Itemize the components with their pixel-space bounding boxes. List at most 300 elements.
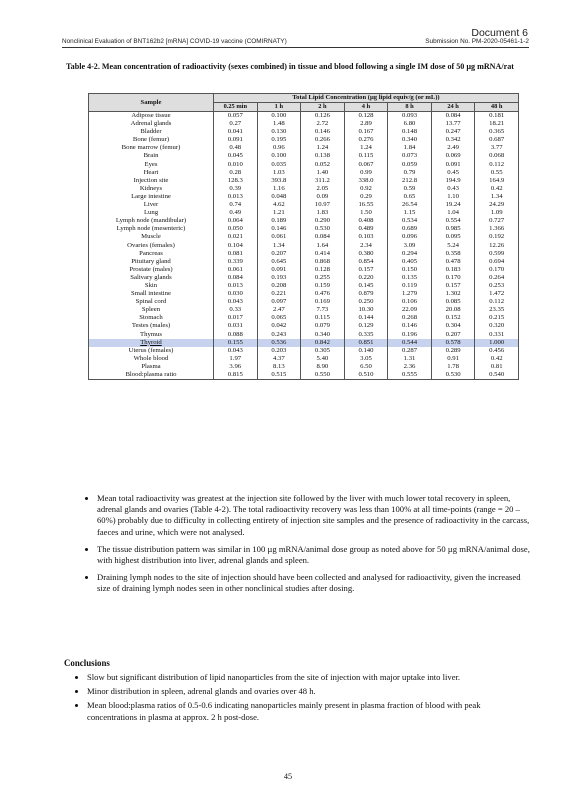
concentration-value: 0.042 — [257, 322, 301, 330]
tissue-name: Blood:plasma ratio — [89, 371, 214, 380]
concentration-value: 0.104 — [214, 242, 258, 250]
concentration-value: 0.694 — [475, 258, 519, 266]
concentration-value: 0.250 — [344, 298, 388, 306]
concentration-value: 0.335 — [344, 331, 388, 339]
concentration-value: 19.24 — [431, 201, 475, 209]
table-row — [89, 177, 519, 185]
tissue-name: Large intestine — [89, 193, 214, 201]
concentration-value: 0.555 — [388, 371, 432, 380]
concentration-value: 0.380 — [344, 250, 388, 258]
radioactivity-table-container — [88, 93, 519, 380]
concentration-value: 0.150 — [388, 266, 432, 274]
table-row — [89, 185, 519, 193]
concentration-value: 0.159 — [301, 282, 345, 290]
finding-item: • The tissue distribution pattern was similar in 100 µg mRNA/animal dose group as noted above for 50 µg mRNA/animal dose, with highest distribution into liver, adrenal glands and spleen. — [97, 544, 532, 566]
concentration-value: 0.084 — [214, 274, 258, 282]
concentration-value: 0.79 — [388, 169, 432, 177]
concentration-value: 1.04 — [431, 209, 475, 217]
concentration-value: 0.342 — [431, 136, 475, 144]
concentration-value: 0.253 — [475, 282, 519, 290]
concentration-value: 0.100 — [257, 152, 301, 160]
concentration-value: 0.645 — [257, 258, 301, 266]
concentration-value: 0.192 — [475, 233, 519, 241]
concentration-value: 1.34 — [475, 193, 519, 201]
concentration-value: 0.28 — [214, 169, 258, 177]
tissue-name: Whole blood — [89, 355, 214, 363]
tissue-name: Brain — [89, 152, 214, 160]
concentration-value: 6.80 — [388, 120, 432, 128]
concentration-value: 0.030 — [214, 290, 258, 298]
table-row — [89, 120, 519, 128]
concentration-value: 0.155 — [214, 339, 258, 347]
concentration-value: 0.42 — [475, 185, 519, 193]
concentration-value: 0.510 — [344, 371, 388, 380]
timepoint-header: 4 h — [344, 103, 388, 112]
tissue-name: Adipose tissue — [89, 112, 214, 121]
concentration-value: 0.050 — [214, 225, 258, 233]
concentration-value: 0.095 — [431, 233, 475, 241]
concentration-value: 0.207 — [257, 250, 301, 258]
concentration-value: 7.73 — [301, 306, 345, 314]
tissue-name: Injection site — [89, 177, 214, 185]
concentration-value: 0.067 — [344, 161, 388, 169]
concentration-value: 0.687 — [475, 136, 519, 144]
concentration-value: 0.196 — [388, 331, 432, 339]
concentration-value: 2.47 — [257, 306, 301, 314]
concentration-value: 0.203 — [257, 347, 301, 355]
concentration-value: 0.145 — [344, 282, 388, 290]
concentration-value: 0.061 — [257, 233, 301, 241]
finding-item: • Draining lymph nodes to the site of injection should have been collected and analysed for radioactivity, given the increased size of draining lymph nodes seen in other nonclinical studies after dosing. — [97, 572, 532, 594]
concentration-value: 393.8 — [257, 177, 301, 185]
timepoint-header: 24 h — [431, 103, 475, 112]
concentration-value: 0.96 — [257, 144, 301, 152]
concentration-value: 0.340 — [388, 136, 432, 144]
concentration-value: 0.031 — [214, 322, 258, 330]
table-row — [89, 339, 519, 347]
concentration-value: 0.081 — [214, 250, 258, 258]
concentration-value: 1.000 — [475, 339, 519, 347]
concentration-value: 0.49 — [214, 209, 258, 217]
concentration-value: 1.21 — [257, 209, 301, 217]
concentration-value: 0.365 — [475, 128, 519, 136]
concentration-value: 0.135 — [388, 274, 432, 282]
concentration-value: 0.515 — [257, 371, 301, 380]
concentration-value: 0.405 — [388, 258, 432, 266]
concentration-value: 0.170 — [475, 266, 519, 274]
concentration-value: 0.112 — [475, 161, 519, 169]
timepoint-header: 8 h — [388, 103, 432, 112]
concentration-value: 0.264 — [475, 274, 519, 282]
table-row — [89, 258, 519, 266]
concentration-value: 0.29 — [344, 193, 388, 201]
concentration-value: 0.103 — [344, 233, 388, 241]
concentration-value: 0.195 — [257, 136, 301, 144]
concentration-value: 0.170 — [431, 274, 475, 282]
tissue-name: Testes (males) — [89, 322, 214, 330]
concentration-value: 16.55 — [344, 201, 388, 209]
concentration-value: 0.55 — [475, 169, 519, 177]
concentration-value: 2.89 — [344, 120, 388, 128]
timepoint-header: 2 h — [301, 103, 345, 112]
concentration-value: 5.24 — [431, 242, 475, 250]
concentration-value: 0.868 — [301, 258, 345, 266]
concentration-value: 0.727 — [475, 217, 519, 225]
table-row — [89, 266, 519, 274]
document-label: Document 6 — [471, 27, 528, 39]
tissue-name: Liver — [89, 201, 214, 209]
concentration-value: 0.129 — [344, 322, 388, 330]
concentration-value: 0.99 — [344, 169, 388, 177]
header-title: Nonclinical Evaluation of BNT162b2 [mRNA] COVID-19 vaccine (COMIRNATY) — [62, 38, 287, 45]
concentration-value: 0.456 — [475, 347, 519, 355]
concentration-value: 0.084 — [431, 112, 475, 121]
table-row — [89, 242, 519, 250]
concentration-value: 10.30 — [344, 306, 388, 314]
concentration-value: 2.36 — [388, 363, 432, 371]
table-row — [89, 128, 519, 136]
concentration-value: 0.358 — [431, 250, 475, 258]
conclusions-heading: Conclusions — [64, 658, 110, 668]
tissue-name: Thymus — [89, 331, 214, 339]
concentration-value: 0.851 — [344, 339, 388, 347]
concentration-value: 0.069 — [431, 152, 475, 160]
concentration-value: 0.128 — [344, 112, 388, 121]
concentration-value: 0.534 — [388, 217, 432, 225]
concentration-value: 0.112 — [475, 298, 519, 306]
concentration-value: 0.27 — [214, 120, 258, 128]
table-row — [89, 306, 519, 314]
tissue-name: Pituitary gland — [89, 258, 214, 266]
concentration-value: 311.2 — [301, 177, 345, 185]
table-row — [89, 201, 519, 209]
table-row — [89, 274, 519, 282]
concentration-value: 0.043 — [214, 347, 258, 355]
concentration-value: 3.09 — [388, 242, 432, 250]
concentration-value: 0.157 — [344, 266, 388, 274]
concentration-value: 0.052 — [301, 161, 345, 169]
conclusion-item: • Slow but significant distribution of lipid nanoparticles from the site of injection with major uptake into liver. — [87, 672, 532, 683]
concentration-value: 0.243 — [257, 331, 301, 339]
concentration-value: 0.414 — [301, 250, 345, 258]
conclusions-list — [70, 672, 532, 723]
concentration-value: 0.478 — [431, 258, 475, 266]
concentration-value: 13.77 — [431, 120, 475, 128]
concentration-value: 0.093 — [388, 112, 432, 121]
concentration-value: 0.128 — [301, 266, 345, 274]
concentration-value: 0.33 — [214, 306, 258, 314]
concentration-value: 0.059 — [388, 161, 432, 169]
concentration-value: 1.48 — [257, 120, 301, 128]
concentration-value: 0.255 — [301, 274, 345, 282]
concentration-value: 6.50 — [344, 363, 388, 371]
concentration-value: 0.189 — [257, 217, 301, 225]
findings-list — [80, 493, 532, 595]
tissue-name: Spleen — [89, 306, 214, 314]
concentration-value: 1.24 — [301, 144, 345, 152]
concentration-value: 1.15 — [388, 209, 432, 217]
concentration-value: 12.26 — [475, 242, 519, 250]
table-row — [89, 250, 519, 258]
concentration-value: 0.057 — [214, 112, 258, 121]
concentration-value: 0.65 — [388, 193, 432, 201]
concentration-value: 3.05 — [344, 355, 388, 363]
conclusions-bullets — [70, 672, 532, 726]
table-row — [89, 217, 519, 225]
concentration-value: 0.065 — [257, 314, 301, 322]
concentration-value: 0.115 — [301, 314, 345, 322]
concentration-value: 8.90 — [301, 363, 345, 371]
table-caption: Table 4-2. Mean concentration of radioactivity (sexes combined) in tissue and blood following a single IM dose of 50 µg mRNA/rat — [66, 62, 514, 71]
tissue-name: Bone (femur) — [89, 136, 214, 144]
timepoint-header: 0.25 min — [214, 103, 258, 112]
concentration-value: 0.530 — [431, 371, 475, 380]
concentration-value: 0.181 — [475, 112, 519, 121]
concentration-value: 0.207 — [431, 331, 475, 339]
concentration-value: 0.287 — [388, 347, 432, 355]
header-submission: Submission No. PM-2020-05461-1-2 — [425, 38, 529, 45]
tissue-name: Plasma — [89, 363, 214, 371]
concentration-value: 0.247 — [431, 128, 475, 136]
findings-bullets — [80, 493, 532, 601]
timepoint-header: 1 h — [257, 103, 301, 112]
concentration-value: 0.689 — [388, 225, 432, 233]
concentration-value: 0.305 — [301, 347, 345, 355]
conclusion-item: • Minor distribution in spleen, adrenal glands and ovaries over 48 h. — [87, 686, 532, 697]
concentration-value: 1.279 — [388, 290, 432, 298]
table-row — [89, 193, 519, 201]
concentration-value: 8.13 — [257, 363, 301, 371]
table-row — [89, 136, 519, 144]
table-row — [89, 233, 519, 241]
concentration-value: 1.78 — [431, 363, 475, 371]
tissue-name: Stomach — [89, 314, 214, 322]
concentration-value: 0.115 — [344, 152, 388, 160]
concentration-value: 0.550 — [301, 371, 345, 380]
tissue-name: Prostate (males) — [89, 266, 214, 274]
concentration-value: 0.146 — [301, 128, 345, 136]
tissue-name: Ovaries (females) — [89, 242, 214, 250]
concentration-value: 0.331 — [475, 331, 519, 339]
concentration-value: 0.041 — [214, 128, 258, 136]
concentration-value: 1.40 — [301, 169, 345, 177]
tissue-name: Eyes — [89, 161, 214, 169]
concentration-value: 0.130 — [257, 128, 301, 136]
concentration-value: 0.144 — [344, 314, 388, 322]
concentration-value: 0.220 — [344, 274, 388, 282]
concentration-value: 0.536 — [257, 339, 301, 347]
concentration-value: 0.289 — [431, 347, 475, 355]
concentration-value: 0.126 — [301, 112, 345, 121]
concentration-value: 1.03 — [257, 169, 301, 177]
concentration-value: 10.97 — [301, 201, 345, 209]
concentration-value: 0.045 — [214, 152, 258, 160]
concentration-value: 0.599 — [475, 250, 519, 258]
concentration-value: 0.294 — [388, 250, 432, 258]
concentration-value: 3.96 — [214, 363, 258, 371]
concentration-value: 0.061 — [214, 266, 258, 274]
concentration-value: 0.74 — [214, 201, 258, 209]
table-row — [89, 298, 519, 306]
concentration-value: 0.091 — [431, 161, 475, 169]
tissue-name: Muscle — [89, 233, 214, 241]
table-row — [89, 355, 519, 363]
table-row — [89, 363, 519, 371]
concentration-value: 4.62 — [257, 201, 301, 209]
concentration-value: 5.40 — [301, 355, 345, 363]
concentration-value: 0.119 — [388, 282, 432, 290]
table-row — [89, 331, 519, 339]
concentration-value: 0.48 — [214, 144, 258, 152]
tissue-name: Thyroid — [89, 339, 214, 347]
sample-header: Sample — [89, 94, 214, 112]
concentration-value: 1.366 — [475, 225, 519, 233]
concentration-value: 0.013 — [214, 193, 258, 201]
concentration-value: 0.096 — [388, 233, 432, 241]
tissue-name: Kidneys — [89, 185, 214, 193]
concentration-value: 1.16 — [257, 185, 301, 193]
concentration-value: 1.472 — [475, 290, 519, 298]
concentration-value: 2.05 — [301, 185, 345, 193]
table-row — [89, 209, 519, 217]
concentration-value: 0.146 — [257, 225, 301, 233]
finding-item: • Mean total radioactivity was greatest at the injection site followed by the liver with much lower total recovery in spleen, adrenal glands and ovaries (Table 4-2). The total radioactivity recovery was less than 100% at all time-points (range = 20 – 60%) probably due to difficulty in collecting entirety of injection site samples and the presence of radioactivity in the carcass, faeces and urine, which were not analysed. — [97, 493, 532, 538]
concentration-value: 0.45 — [431, 169, 475, 177]
table-row — [89, 290, 519, 298]
concentration-value: 0.043 — [214, 298, 258, 306]
tissue-name: Lung — [89, 209, 214, 217]
concentration-value: 0.079 — [301, 322, 345, 330]
concentration-value: 0.304 — [431, 322, 475, 330]
concentration-value: 0.048 — [257, 193, 301, 201]
concentration-value: 1.31 — [388, 355, 432, 363]
concentration-value: 0.091 — [257, 266, 301, 274]
concentration-value: 0.540 — [475, 371, 519, 380]
concentration-value: 0.408 — [344, 217, 388, 225]
concentration-value: 22.09 — [388, 306, 432, 314]
tissue-name: Spinal cord — [89, 298, 214, 306]
tissue-name: Pancreas — [89, 250, 214, 258]
table-row — [89, 112, 519, 121]
concentration-value: 26.54 — [388, 201, 432, 209]
concentration-value: 0.854 — [344, 258, 388, 266]
concentration-value: 1.10 — [431, 193, 475, 201]
concentration-value: 0.266 — [301, 136, 345, 144]
concentration-value: 18.21 — [475, 120, 519, 128]
concentration-value: 128.3 — [214, 177, 258, 185]
concentration-value: 2.72 — [301, 120, 345, 128]
concentration-value: 0.064 — [214, 217, 258, 225]
concentration-value: 0.140 — [344, 347, 388, 355]
tissue-name: Salivary glands — [89, 274, 214, 282]
tissue-name: Uterus (females) — [89, 347, 214, 355]
table-body — [89, 112, 519, 380]
concentration-value: 0.578 — [431, 339, 475, 347]
concentration-value: 0.489 — [344, 225, 388, 233]
concentration-value: 1.64 — [301, 242, 345, 250]
concentration-value: 0.544 — [388, 339, 432, 347]
concentration-value: 0.013 — [214, 282, 258, 290]
table-row — [89, 161, 519, 169]
concentration-value: 0.879 — [344, 290, 388, 298]
tissue-name: Heart — [89, 169, 214, 177]
concentration-value: 1.84 — [388, 144, 432, 152]
concentration-value: 0.021 — [214, 233, 258, 241]
concentration-value: 2.34 — [344, 242, 388, 250]
table-row — [89, 152, 519, 160]
table-row — [89, 225, 519, 233]
concentration-value: 1.50 — [344, 209, 388, 217]
concentration-value: 0.221 — [257, 290, 301, 298]
concentration-value: 212.8 — [388, 177, 432, 185]
concentration-value: 0.010 — [214, 161, 258, 169]
concentration-value: 0.073 — [388, 152, 432, 160]
conclusion-item: • Mean blood:plasma ratios of 0.5-0.6 indicating nanoparticles mainly present in plasma fraction of blood with peak concentrations in plasma at approx. 2 h post-dose. — [87, 700, 532, 722]
table-row — [89, 322, 519, 330]
concentration-value: 0.088 — [214, 331, 258, 339]
tissue-name: Bladder — [89, 128, 214, 136]
concentration-value: 0.815 — [214, 371, 258, 380]
table-row — [89, 144, 519, 152]
concentration-value: 0.09 — [301, 193, 345, 201]
concentration-value: 0.320 — [475, 322, 519, 330]
tissue-name: Small intestine — [89, 290, 214, 298]
concentration-value: 0.215 — [475, 314, 519, 322]
concentration-value: 0.084 — [301, 233, 345, 241]
concentration-value: 1.24 — [344, 144, 388, 152]
concentration-value: 0.100 — [257, 112, 301, 121]
timepoint-header: 48 h — [475, 103, 519, 112]
concentration-value: 3.77 — [475, 144, 519, 152]
concentration-value: 1.97 — [214, 355, 258, 363]
table-row — [89, 314, 519, 322]
concentration-value: 0.476 — [301, 290, 345, 298]
concentration-value: 20.08 — [431, 306, 475, 314]
concentration-value: 24.29 — [475, 201, 519, 209]
concentration-value: 1.09 — [475, 209, 519, 217]
concentration-value: 164.9 — [475, 177, 519, 185]
concentration-value: 0.208 — [257, 282, 301, 290]
concentration-value: 1.302 — [431, 290, 475, 298]
concentration-value: 0.842 — [301, 339, 345, 347]
tissue-name: Bone marrow (femur) — [89, 144, 214, 152]
concentration-value: 0.985 — [431, 225, 475, 233]
tissue-name: Lymph node (mesenteric) — [89, 225, 214, 233]
concentration-value: 1.34 — [257, 242, 301, 250]
concentration-value: 0.43 — [431, 185, 475, 193]
concentration-value: 0.530 — [301, 225, 345, 233]
table-row — [89, 169, 519, 177]
table-row — [89, 371, 519, 380]
concentration-value: 0.91 — [431, 355, 475, 363]
concentration-value: 1.83 — [301, 209, 345, 217]
concentration-value: 0.157 — [431, 282, 475, 290]
tissue-name: Adrenal glands — [89, 120, 214, 128]
concentration-value: 0.339 — [214, 258, 258, 266]
concentration-value: 0.097 — [257, 298, 301, 306]
concentration-value: 0.068 — [475, 152, 519, 160]
concentration-value: 0.193 — [257, 274, 301, 282]
radioactivity-table — [88, 93, 519, 380]
concentration-value: 194.9 — [431, 177, 475, 185]
concentration-value: 0.091 — [214, 136, 258, 144]
concentration-value: 0.152 — [431, 314, 475, 322]
tissue-name: Skin — [89, 282, 214, 290]
concentration-value: 0.554 — [431, 217, 475, 225]
concentration-value: 0.106 — [388, 298, 432, 306]
concentration-value: 0.92 — [344, 185, 388, 193]
concentration-value: 0.146 — [388, 322, 432, 330]
